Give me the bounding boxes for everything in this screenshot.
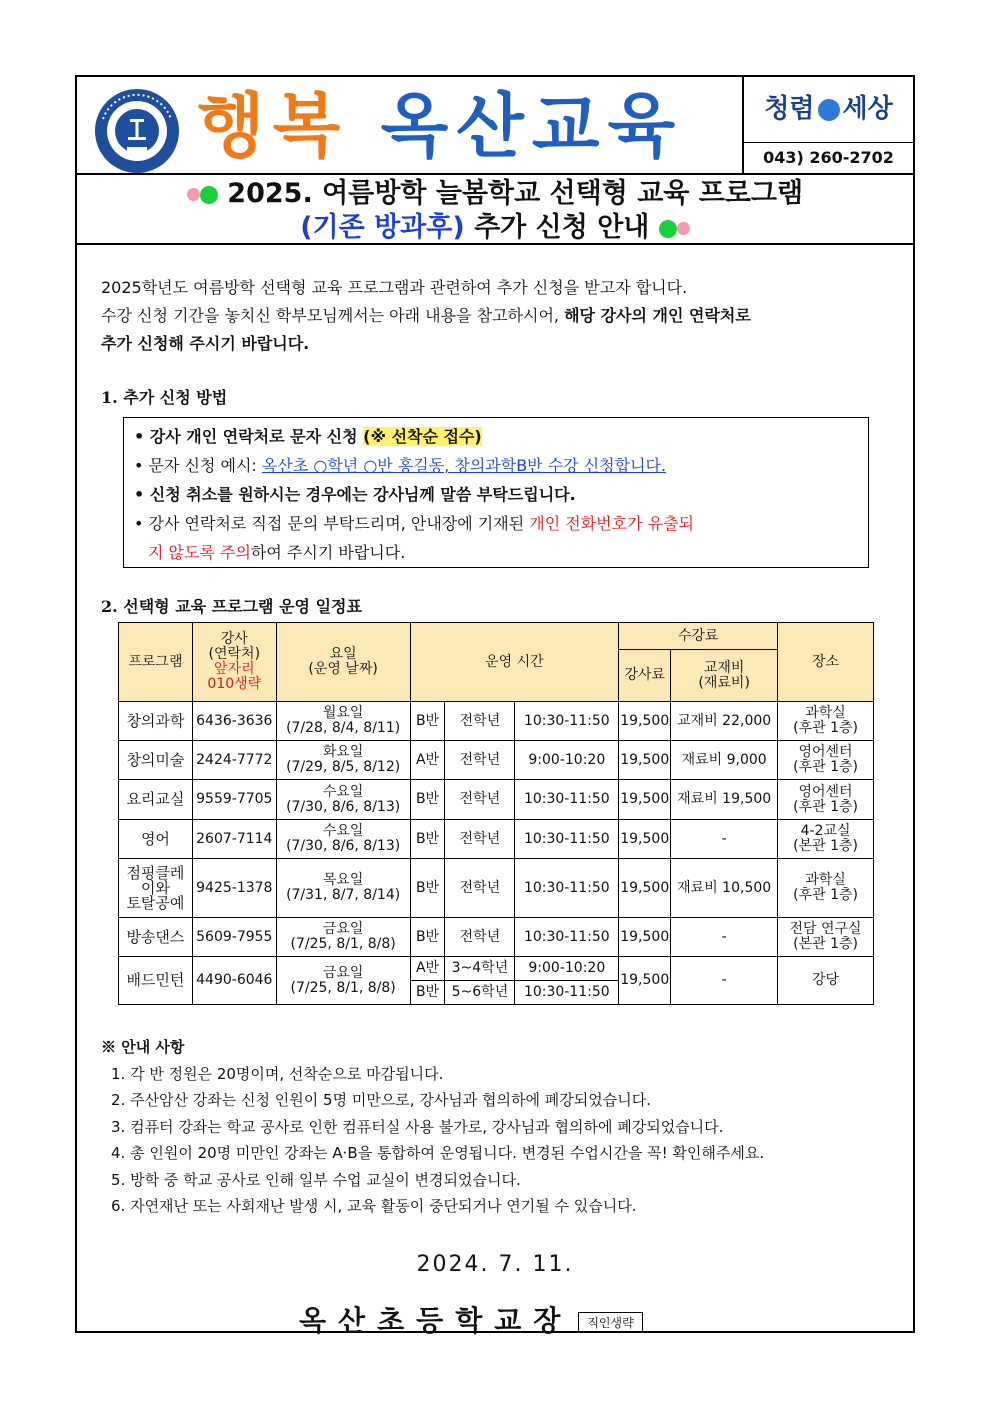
- intro-paragraph: 2025학년도 여름방학 선택형 교육 프로그램과 관련하여 추가 신청을 받고자 합니다. 수강 신청 기간을 놓치신 학부모님께서는 아래 내용을 참고하시어, 해당 강사의 개인 연락처로 추가 신청해 주시기 바랍니다.: [101, 278, 751, 353]
- main-title: [197, 83, 745, 169]
- slogan-box: [742, 77, 913, 175]
- list-item: 3. 컴퓨터 강좌는 학교 공사로 인한 컴퓨터실 사용 불가로, 강사님과 협의하에 폐강되었습니다.: [111, 1117, 724, 1136]
- table-row: 방송댄스 5609-7955 금요일 (7/25, 8/1, 8/8) B반 전학년 10:30-11:50 19,500 - 전담 연구실 (본관 1층): [119, 918, 874, 957]
- section1-title: 1. 추가 신청 방법: [101, 388, 228, 407]
- table-row: 배드민턴 4490-6046 금요일 (7/25, 8/1, 8/8) A반 3~4학년 9:00-10:20 19,500 - 강당: [119, 957, 874, 981]
- list-item: 4. 총 인원이 20명 미만인 강좌는 A·B을 통합하여 운영됩니다. 변경된 수업시간을 꼭! 확인해주세요.: [111, 1144, 765, 1162]
- pink-dot-icon: [677, 222, 690, 235]
- principal-signature: 옥산초등학교장 직인생략: [299, 1299, 643, 1339]
- slogan-globe-icon: [818, 99, 840, 121]
- table-row: 창의과학 6436-3636 월요일 (7/28, 8/4, 8/11) B반 전학년 10:30-11:50 19,500 교재비 22,000 과학실 (후관 1층): [119, 702, 874, 741]
- slogan: 청렴 세상: [744, 77, 913, 143]
- pink-dot-icon: [187, 188, 200, 201]
- title-line1: 2025. 여름방학 늘봄학교 선택형 교육 프로그램: [227, 178, 804, 209]
- title-happy: 행복: [197, 85, 349, 167]
- list-item: 5. 방학 중 학교 공사로 인해 일부 수업 교실이 변경되었습니다.: [111, 1170, 521, 1189]
- teacher-header: 강사 (연락처) 앞자리 010생략: [192, 623, 276, 702]
- header: [77, 77, 913, 175]
- schedule-table: 프로그램 강사 (연락처) 앞자리 010생략 요일 (운영 날짜) 운영 시간 수강료 장소 강사료 교재비 (재료비) 창의과학 6436-3636 월요일 (7/28, 8/4, 8/11) B반 전학년 10:30-11:50 19,500 교재비 22,000 과학실 (후관 1층) 창의미술 2424-7772 화요일 (7/29, 8/5, 8/12) A반 전학년 9:00-10:20 19,500 재료비 9,000 영어센터 (후관 1층) 요리교실 9559-7705 수요일 (7/30, 8/6, 8/13) B반 전학년 10:30-11:50 19,500 재료비 19,500 영어센터 (후관 1층) 영어 2607-7114 수요일 (7/30, 8/6, 8/13) B반 전학년 10:30-11:50 19,500 - 4-2교실 (본관 1층) 점핑클레 이와 토탈공예 9425-1378 목요일 (7/31, 8/7, 8/14) B반 전학년 10:30-11:50 19,500 재료비 10,500 과학실 (후관 1층) 방송댄스 5609-7955 금요일 (7/25, 8/1, 8/8) B반 전학년 10:30-11:50 19,500 - 전담 연구실 (본관 1층) 배드민턴 4490-6046 금요일 (7/25, 8/1, 8/8) A반 3~4학년 9:00-10:20 19,500 - 강당 B반 5~6학년 10:30-11:50: [118, 622, 874, 1005]
- list-item: 1. 각 반 정원은 20명이며, 선착순으로 마감됩니다.: [111, 1064, 444, 1083]
- table-row: 창의미술 2424-7772 화요일 (7/29, 8/5, 8/12) A반 전학년 9:00-10:20 19,500 재료비 9,000 영어센터 (후관 1층): [119, 741, 874, 780]
- notice-list: ※ 안내 사항 1. 각 반 정원은 20명이며, 선착순으로 마감됩니다. 2. 주산암산 강좌는 신청 인원이 5명 미만으로, 강사님과 협의하에 폐강되었습니다. 3. 컴퓨터 강좌는 학교 공사로 인한 컴퓨터실 사용 불가로, 강사님과 협의하에 폐강되었습니다. 4. 총 인원이 20명 미만인 강좌는 A·B을 통합하여 운영됩니다. 변경된 수업시간을 꼭! 확인해주세요. 5. 방학 중 학교 공사로 인해 일부 수업 교실이 변경되었습니다. 6. 자연재난 또는 사회재난 발생 시, 교육 활동이 중단되거나 연기될 수 있습니다.: [101, 1034, 901, 1220]
- title-line2-rest: 추가 신청 안내: [474, 212, 650, 243]
- table-row: B반 5~6학년 10:30-11:50: [119, 981, 874, 1005]
- table-row: 요리교실 9559-7705 수요일 (7/30, 8/6, 8/13) B반 전학년 10:30-11:50 19,500 재료비 19,500 영어센터 (후관 1층): [119, 780, 874, 820]
- school-logo-icon: [93, 87, 181, 175]
- document-frame: [75, 75, 915, 1337]
- school-phone: 043) 260-2702: [763, 148, 894, 167]
- list-item: 6. 자연재난 또는 사회재난 발생 시, 교육 활동이 중단되거나 연기될 수 있습니다.: [111, 1197, 637, 1215]
- green-dot-icon: [659, 220, 677, 238]
- table-row: 점핑클레 이와 토탈공예 9425-1378 목요일 (7/31, 8/7, 8/14) B반 전학년 10:30-11:50 19,500 재료비 10,500 과학실 (후관 1층): [119, 859, 874, 918]
- title-line2-blue: (기존 방과후): [300, 212, 465, 243]
- apply-method-box: • 강사 개인 연락처로 문자 신청 (※ 선착순 접수) • 문자 신청 예시: 옥산초 ○학년 ○반 홍길동, 창의과학B반 수강 신청합니다. • 신청 취소를 원하시는 경우에는 강사님께 말씀 부탁드립니다. • 강사 연락처로 직접 문의 부탁드리며, 안내장에 기재된 개인 전화번호가 유출되 지 않도록 주의하여 주시기 바랍니다.: [123, 417, 869, 568]
- green-dot-icon: [200, 186, 218, 204]
- title-oksan-education: 옥산교육: [380, 85, 684, 167]
- seal-omitted-stamp: 직인생략: [578, 1312, 642, 1333]
- list-item: 2. 주산암산 강좌는 신청 인원이 5명 미만으로, 강사님과 협의하에 폐강되었습니다.: [111, 1091, 651, 1109]
- section2-title: 2. 선택형 교육 프로그램 운영 일정표: [101, 597, 362, 616]
- table-row: 영어 2607-7114 수요일 (7/30, 8/6, 8/13) B반 전학년 10:30-11:50 19,500 - 4-2교실 (본관 1층): [119, 820, 874, 859]
- issue-date: 2024. 7. 11.: [416, 1252, 574, 1277]
- notice-title: [77, 175, 913, 245]
- sms-example: 옥산초 ○학년 ○반 홍길동, 창의과학B반 수강 신청합니다.: [261, 456, 667, 475]
